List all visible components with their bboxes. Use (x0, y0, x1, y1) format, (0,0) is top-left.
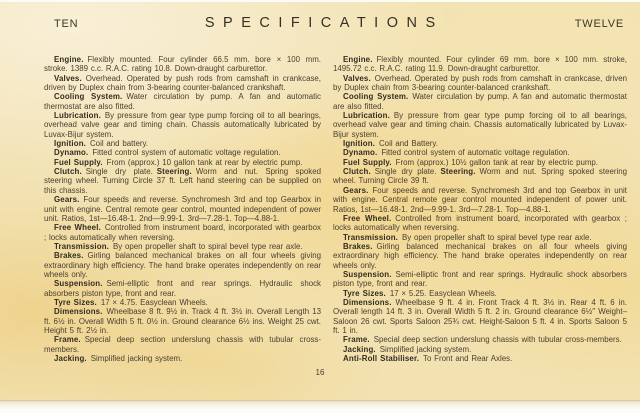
spec-paragraph: Gears. Four speeds and reverse. Synchromesh 3rd and top Gearbox in unit with engine. Central remote gear control mounted independent of power unit. Ratios, 1st—16.48-1. 2nd—9.99-1. 3rd—7.28-1. Top—4.88-1. (333, 185, 627, 214)
spec-term: Jacking. (343, 344, 376, 354)
spec-paragraph: Fuel Supply. From (approx.) 10½ gallon tank at rear by electric pump. (343, 157, 598, 167)
spec-term: Anti-Roll Stabiliser. (343, 354, 420, 363)
spec-term: Dimensions. (343, 297, 392, 307)
scanned-brochure-page (0, 2, 640, 400)
spec-term: Clutch. (343, 167, 371, 177)
spec-paragraph: Ignition. Coil and battery. (54, 139, 149, 149)
spec-paragraph: Fuel Supply. From (approx.) 10 gallon tank at rear by electric pump. (54, 157, 303, 167)
spec-paragraph: Frame. Special deep section underslung chassis with tubular cross-members. (343, 335, 622, 345)
spec-term: Transmission. (343, 232, 399, 242)
spec-term: Dynamo. (343, 148, 378, 158)
spec-paragraph: Transmission. By open propeller shaft to spiral bevel type rear axle. (343, 232, 592, 242)
spec-paragraph: Tyre Sizes. 17 × 4.75. Easyclean Wheels. (54, 297, 208, 307)
spec-term: Engine. (54, 55, 84, 64)
spec-paragraph: Engine. Flexibly mounted. Four cylinder 66.5 mm. bore × 100 mm. stroke. 1389 c.c. R.A.C. rating 10.8. Down-draught carburettor. (44, 55, 321, 74)
spec-column-ten (44, 55, 321, 363)
spec-paragraph: Cooling System. Water circulation by pump. A fan and automatic thermostat are also fitted. (44, 92, 322, 111)
spec-term: Dimensions. (54, 307, 103, 317)
spec-paragraph: Dynamo. Fitted control system of automatic voltage regulation. (343, 148, 570, 158)
spec-paragraph: Anti-Roll Stabiliser. To Front and Rear Axles. (343, 354, 513, 363)
spec-term: Free Wheel. (54, 223, 101, 233)
spec-term: Jacking. (54, 354, 87, 363)
spec-term: Gears. (54, 195, 80, 205)
spec-term: Gears. (343, 185, 369, 195)
spec-paragraph: Valves. Overhead. Operated by push rods from camshaft in crankcase, driven by Duplex chain from 3-bearing counter-balanced crankshaft. (333, 73, 627, 93)
spec-columns (44, 55, 627, 363)
spec-term: Cooling System. (343, 92, 409, 102)
spec-paragraph: Cooling System. Water circulation by pump. A fan and automatic thermostat are also fitted. (333, 92, 627, 111)
spec-term: Steering. (156, 167, 192, 177)
spec-paragraph: Jacking. Simplified jacking system. (343, 344, 472, 354)
spec-paragraph: Dynamo. Fitted control system of automatic voltage regulation. (54, 148, 281, 158)
spec-term: Brakes. (343, 241, 373, 251)
spec-paragraph: Free Wheel. Controlled from instrument board, incorporated with gearbox ; locks automatically when reversing. (333, 213, 627, 233)
spec-term: Frame. (54, 335, 81, 345)
spec-paragraph: Clutch. Single dry plate. Steering. Worm and nut. Spring spoked steering wheel. Turning Circle 39 ft. (333, 167, 628, 186)
spec-paragraph: Frame. Special deep section underslung chassis with tubular cross-members. (44, 335, 321, 354)
spec-term: Free Wheel. (343, 213, 392, 223)
spec-term: Fuel Supply. (54, 157, 103, 167)
spec-paragraph: Gears. Four speeds and reverse. Synchromesh 3rd and top Gearbox in unit with engine. Central remote gear control, mounted independent of power unit. Ratios, 1st—16.48-1. 2nd—9.99-1. 3rd—7.28-1. Top—4.88-1. (44, 195, 321, 223)
spec-paragraph: Clutch. Single dry plate. Steering. Worm and nut. Spring spoked steering wheel. Turning Circle 37 ft. Left hand steering can be supplied on this chassis. (44, 167, 321, 195)
spec-term: Lubrication. (343, 111, 390, 121)
spec-term: Tyre Sizes. (54, 297, 97, 307)
spec-term: Ignition. (343, 139, 376, 149)
spec-paragraph: Engine. Flexibly mounted. Four cylinder 69 mm. bore × 100 mm. stroke, 1495.72 c.c. R.A.C. rating 11.9. Down-draught carburettor. (333, 55, 627, 74)
spec-column-twelve (333, 55, 627, 363)
spec-paragraph: Jacking. Simplified jacking system. (54, 354, 183, 363)
spec-paragraph: Brakes. Girling balanced mechanical brakes on all four wheels giving extraordinary high efficiency. The hand brake operates independently on rear wheels only. (44, 251, 321, 279)
spec-term: Cooling System. (54, 92, 123, 102)
spec-paragraph: Dimensions. Wheelbase 9 ft. 4 in. Front Track 4 ft. 3½ in. Rear 4 ft. 6 in. Overall length 14 ft. 3 in. Overall Width 5 ft. 2 in. Ground clearance 6½″ Weight–Saloon 26 cwt. Sports Saloon 25¾ cwt. Height-Saloon 5 ft. 4 in. Sports Saloon 5 ft. 1 in. (333, 297, 627, 335)
spec-term: Fuel Supply. (343, 157, 392, 167)
spec-paragraph: Suspension. Semi-elliptic front and rear springs. Hydraulic shock absorbers piston type, front and rear. (44, 279, 321, 298)
spec-paragraph: Suspension. Semi-elliptic front and rear springs. Hydraulic shock absorbers piston type, front and rear. (333, 269, 627, 289)
spec-term: Dynamo. (54, 148, 89, 158)
spec-paragraph: Lubrication. By pressure from gear type pump forcing oil to all bearings, overhead valve gear and timing chain. Chassis automatically lubricated by Luvax-Bijur system. (44, 111, 321, 139)
spec-paragraph: Brakes. Girling balanced mechanical brakes on all four wheels giving extraordinary high efficiency. The hand brake operates independently on rear wheels only. (333, 241, 627, 270)
spec-paragraph: Lubrication. By pressure from gear type pump forcing oil to all bearings, overhead valve gear and timing chain. Chassis automatically lubricated by Luvax-Bijur system. (333, 111, 627, 139)
spec-paragraph: Valves. Overhead. Operated by push rods from camshaft in crankcase, driven by Duplex chain from 3-bearing counter-balanced crankshaft. (44, 73, 321, 93)
page-bottom-edge (0, 400, 640, 413)
spec-term: Brakes. (54, 251, 84, 261)
spec-term: Valves. (343, 73, 371, 83)
page-header (0, 2, 640, 42)
spec-term: Frame. (343, 335, 370, 345)
spec-paragraph: Ignition. Coil and Battery. (343, 139, 438, 149)
model-label-twelve: TWELVE (574, 18, 624, 30)
model-label-ten: TEN (54, 18, 79, 30)
spec-term: Ignition. (54, 139, 87, 149)
spec-term: Tyre Sizes. (343, 288, 386, 298)
spec-term: Steering. (440, 167, 476, 177)
spec-term: Suspension. (54, 279, 103, 289)
spec-paragraph: Transmission. By open propeller shaft to spiral bevel type rear axle. (54, 241, 303, 251)
spec-term: Suspension. (343, 269, 392, 279)
spec-term: Valves. (54, 73, 82, 83)
spec-term: Lubrication. (54, 111, 101, 121)
spec-paragraph: Free Wheel. Controlled from instrument board, incorporated with gearbox ; locks automatically when reversing. (44, 223, 321, 242)
spec-term: Clutch. (54, 167, 82, 177)
spec-term: Engine. (343, 55, 373, 64)
page-title: SPECIFICATIONS (204, 15, 444, 31)
page-number: 16 (315, 368, 325, 377)
spec-term: Transmission. (54, 241, 110, 251)
spec-paragraph: Dimensions. Wheelbase 8 ft. 9½ in. Track 4 ft. 3½ in. Overall Length 13 ft. 6½ in. Overall Width 5 ft. 0½ in. Ground clearance 6½ ins. Weight 25 cwt. Height 5 ft. 2½ in. (44, 307, 321, 335)
spec-paragraph: Tyre Sizes. 17 × 5.25. Easyclean Wheels. (343, 288, 497, 298)
